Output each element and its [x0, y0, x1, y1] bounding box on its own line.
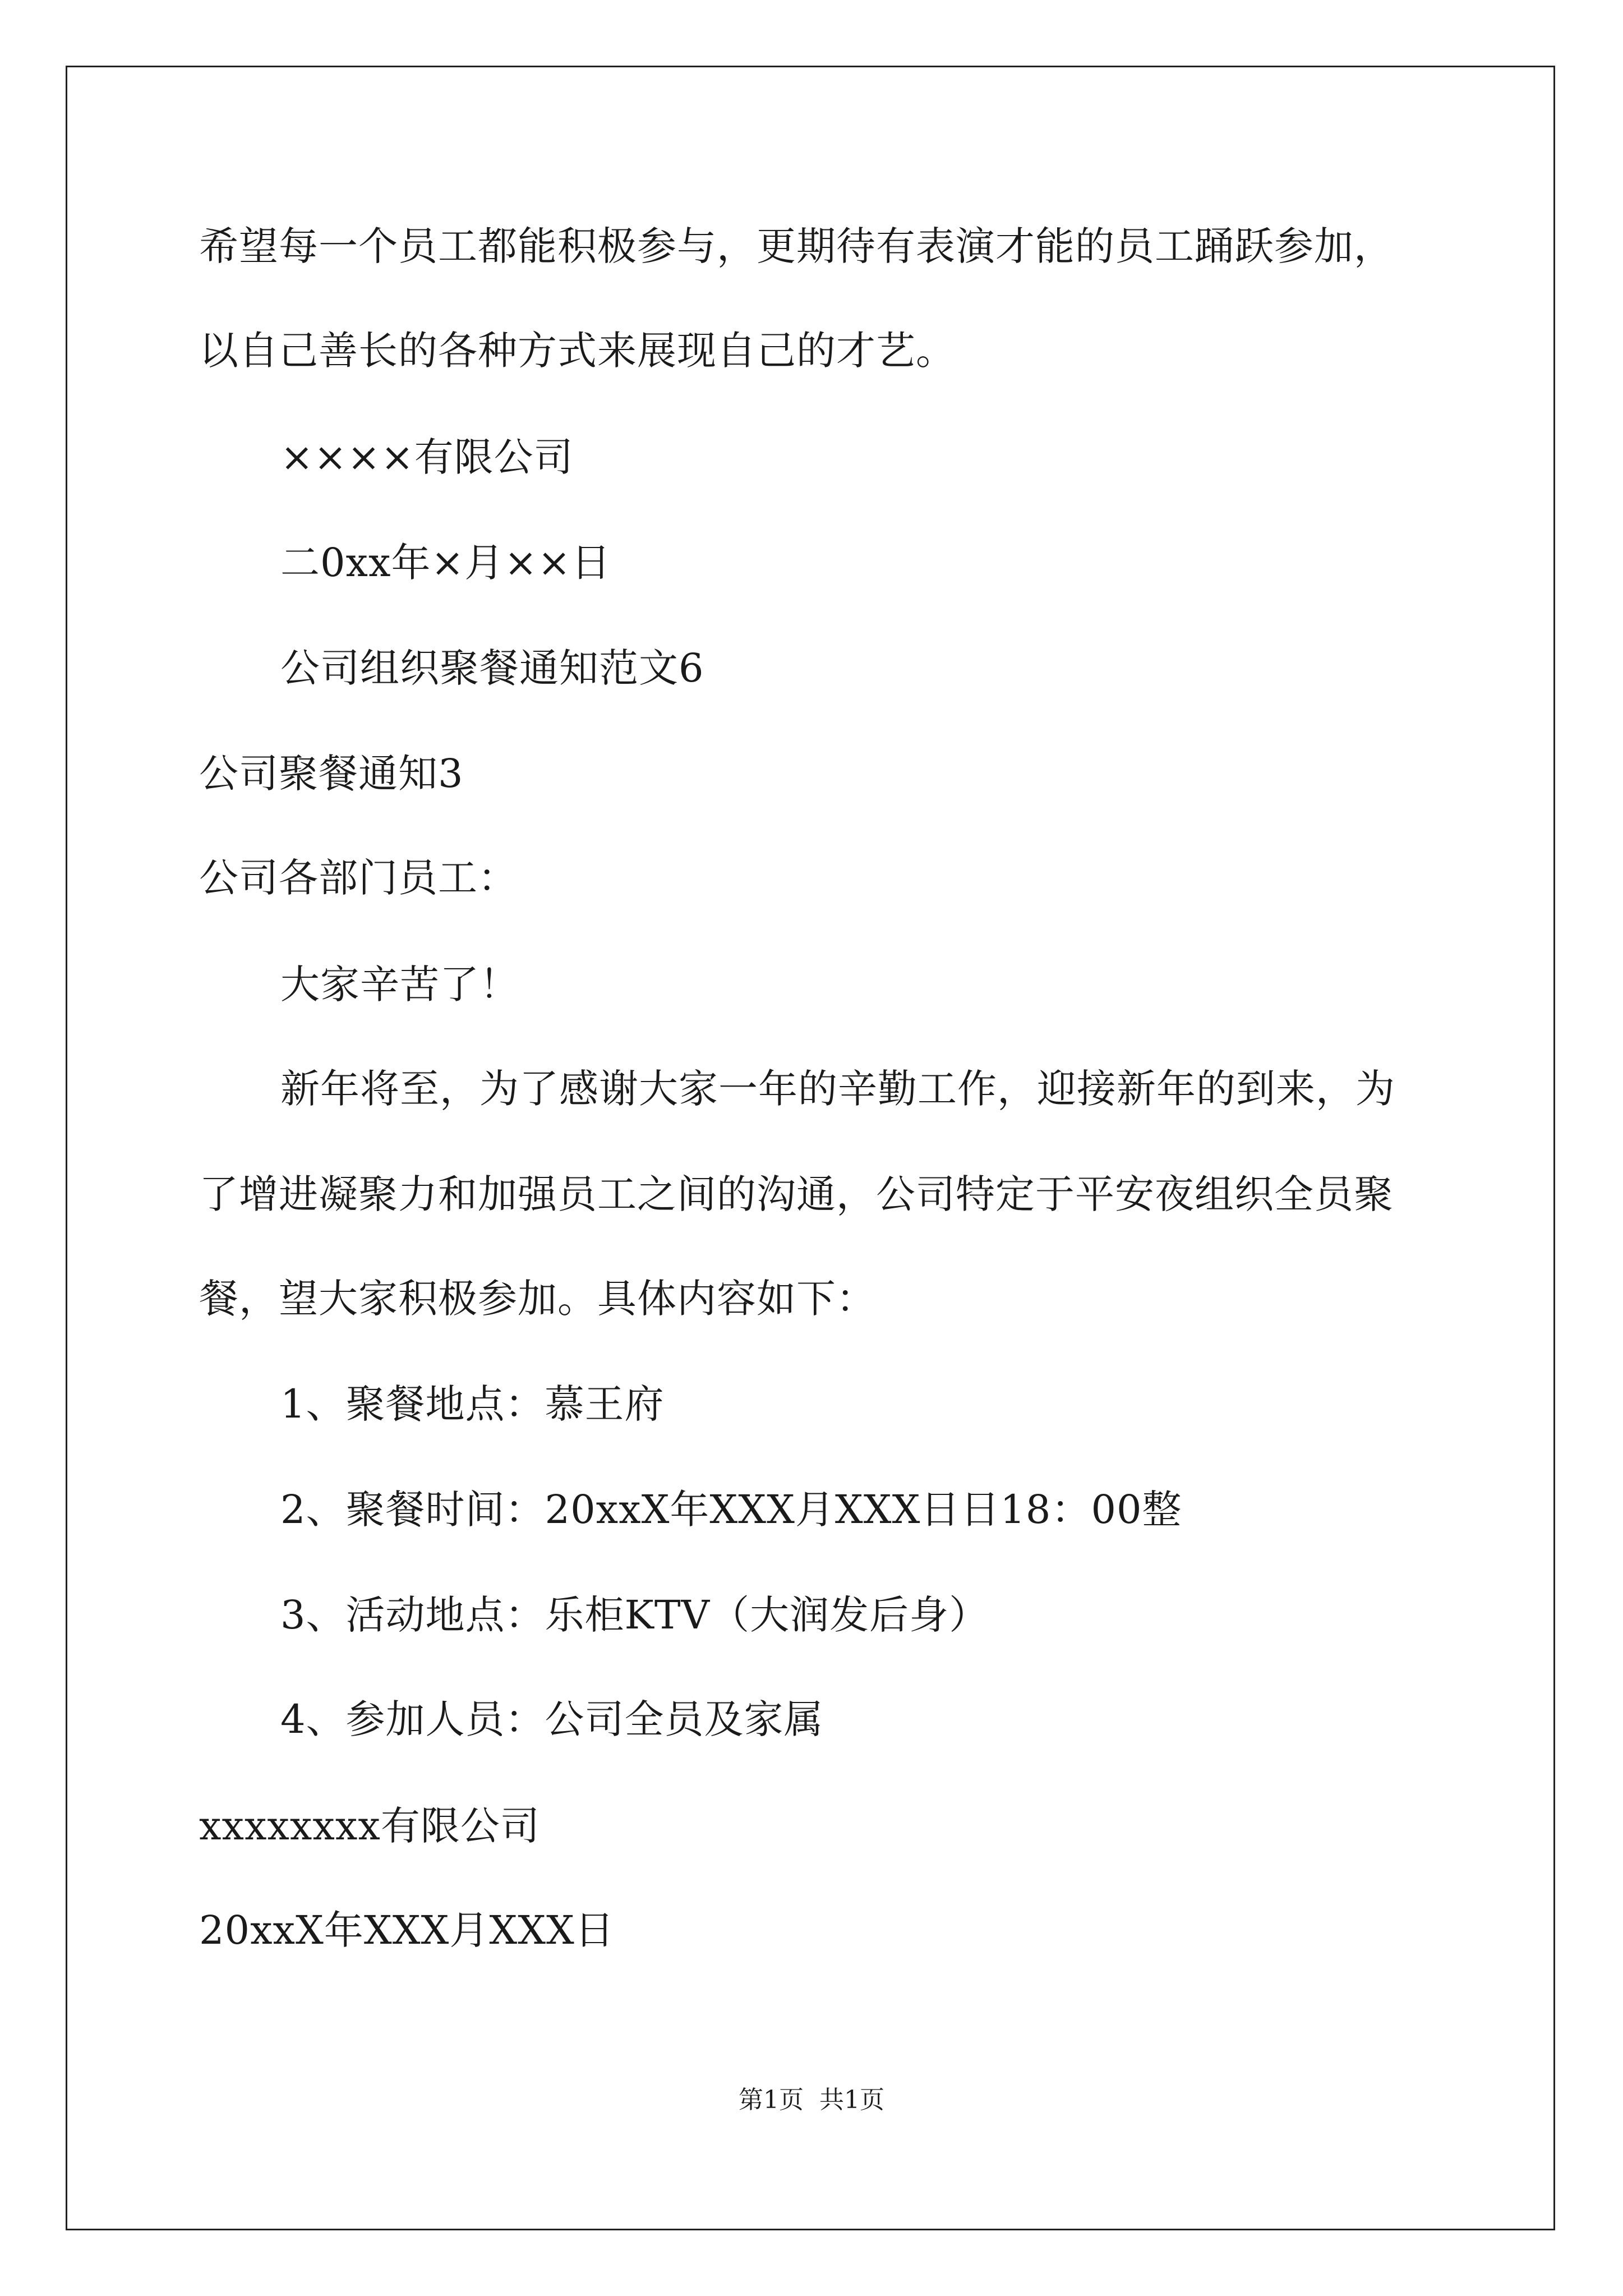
page-border: [66, 66, 1555, 2230]
date-line: 二0xx年×月××日: [280, 540, 611, 586]
text-line: 餐，望大家积极参加。具体内容如下：: [199, 1276, 876, 1322]
list-item: 1、聚餐地点：慕王府: [280, 1381, 665, 1427]
page-number: 第1页 共1页: [739, 2086, 884, 2114]
greeting: 大家辛苦了！: [280, 961, 519, 1007]
section-title: 公司组织聚餐通知范文6: [280, 645, 704, 691]
text-line: 以自己善长的各种方式来展现自己的才艺。: [199, 328, 956, 374]
list-item: 3、活动地点：乐柜KTV（大润发后身）: [280, 1592, 989, 1638]
signature-company: xxxxxxxx有限公司: [199, 1803, 540, 1849]
signature-date: 20xxX年XXX月XXX日: [199, 1907, 615, 1953]
text-line: 希望每一个员工都能积极参与，更期待有表演才能的员工踊跃参加，: [199, 223, 1394, 269]
salutation: 公司各部门员工：: [199, 855, 518, 901]
company-name: ××××有限公司: [280, 434, 574, 480]
text-line: 了增进凝聚力和加强员工之间的沟通，公司特定于平安夜组织全员聚: [199, 1171, 1394, 1217]
text-line: 新年将至，为了感谢大家一年的辛勤工作，迎接新年的到来，为: [280, 1066, 1395, 1112]
notice-title: 公司聚餐通知3: [199, 751, 464, 797]
list-item: 2、聚餐时间：20xxX年XXX月XXX日日18：00整: [280, 1487, 1182, 1533]
list-item: 4、参加人员：公司全员及家属: [280, 1696, 824, 1742]
